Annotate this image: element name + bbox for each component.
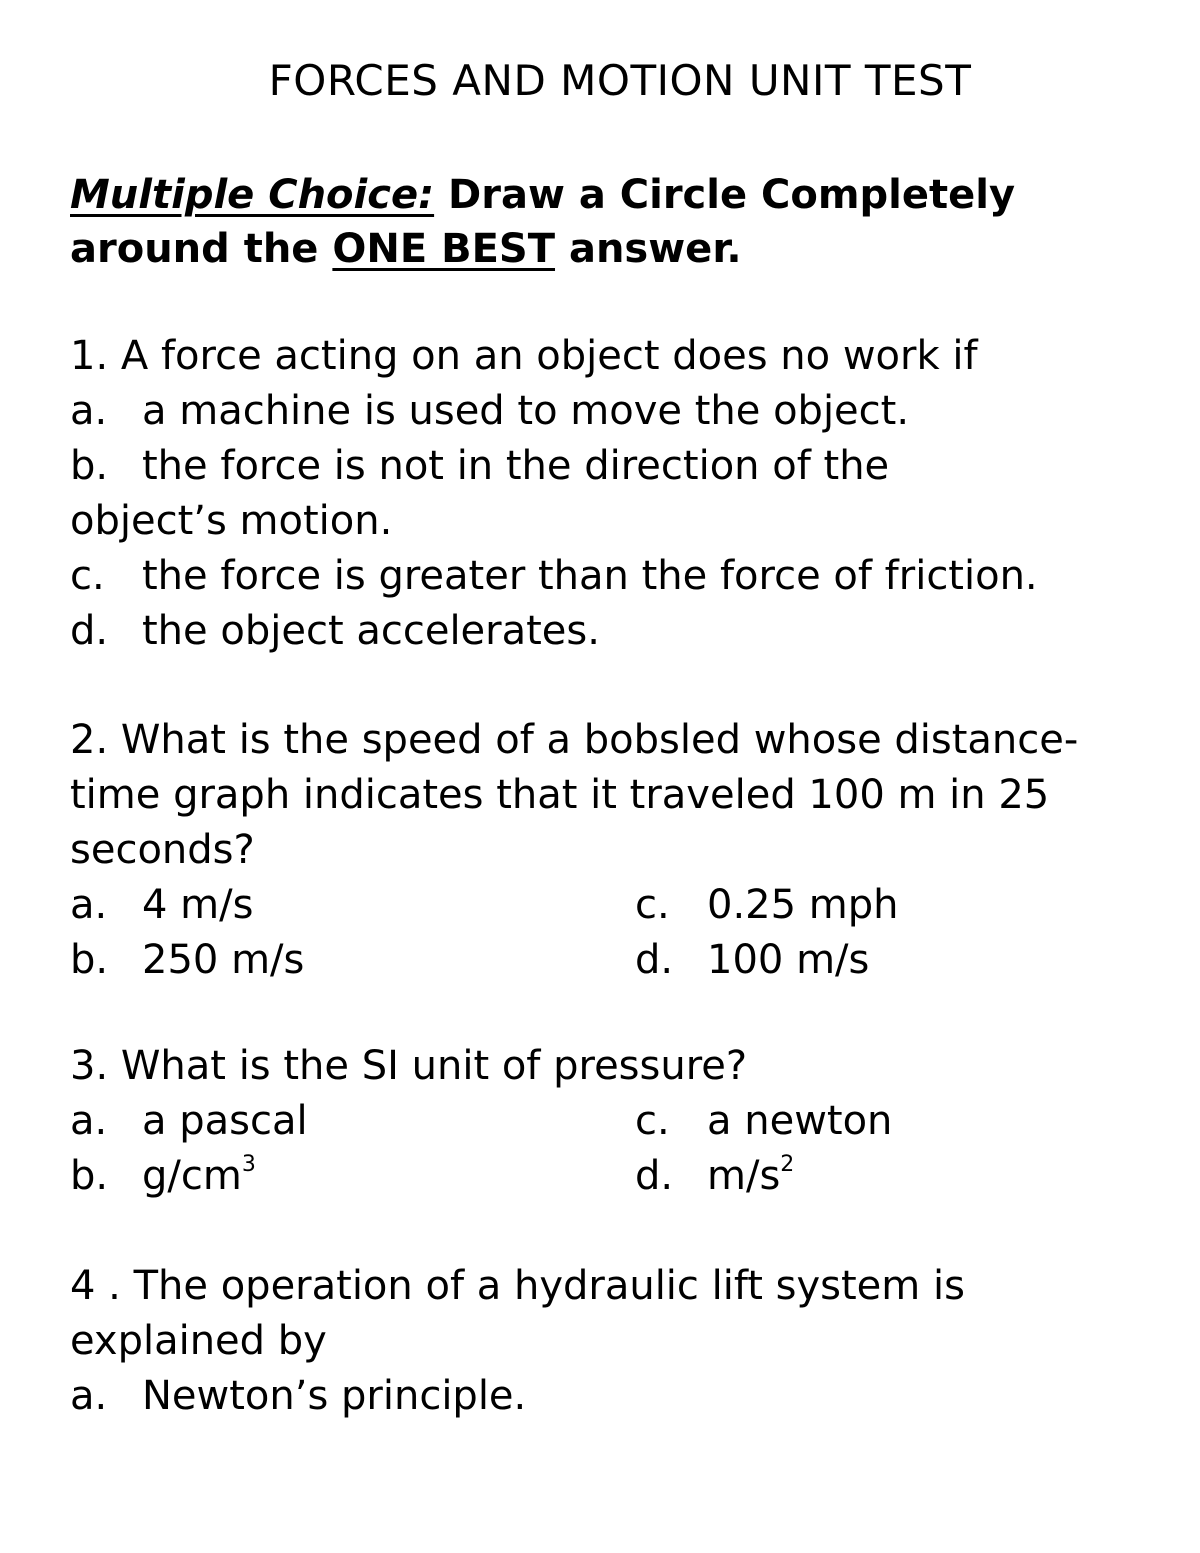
option-letter: c.: [635, 1098, 670, 1144]
superscript: 3: [241, 1151, 256, 1177]
option-text: the force is greater than the force of friction.: [142, 553, 1038, 599]
question-stem-line: time graph indicates that it traveled 100 m in 25: [70, 772, 1050, 818]
option-letter: c.: [635, 882, 670, 928]
option-text: 4 m/s: [142, 882, 254, 928]
question-stem-line: 4 . The operation of a hydraulic lift system is: [70, 1263, 965, 1309]
question-stem-line: 2. What is the speed of a bobsled whose distance-: [70, 717, 1079, 763]
option-letter: a.: [70, 1098, 108, 1144]
answer-option[interactable]: [70, 878, 635, 933]
answer-option[interactable]: [635, 933, 1135, 988]
option-text: the force is not in the direction of the: [142, 443, 890, 489]
option-text: 0.25 mph: [707, 882, 899, 928]
option-letter: b.: [70, 937, 109, 983]
question-stem: 3. What is the SI unit of pressure?: [70, 1043, 748, 1089]
question-stem-line: explained by: [70, 1318, 327, 1364]
option-letter: d.: [70, 608, 109, 654]
instructions-text: Draw a Circle Completely around the: [70, 172, 1016, 272]
question-2: [70, 713, 1160, 988]
instructions-text-end: answer.: [568, 226, 742, 272]
option-text: 250 m/s: [142, 937, 305, 983]
option-text: Newton’s principle.: [142, 1373, 527, 1419]
option-letter: d.: [635, 1153, 674, 1199]
question-4: [70, 1259, 1160, 1424]
instructions-emphasis: ONE BEST: [332, 226, 556, 272]
option-text: the object accelerates.: [142, 608, 600, 654]
answer-option[interactable]: [70, 1094, 635, 1149]
option-letter: a.: [70, 388, 108, 434]
option-text: a machine is used to move the object.: [142, 388, 910, 434]
option-text: a newton: [707, 1098, 893, 1144]
answer-option[interactable]: [70, 384, 1160, 439]
question-stem-line: seconds?: [70, 827, 255, 873]
option-letter: d.: [635, 937, 674, 983]
superscript: 2: [780, 1151, 795, 1177]
instructions-label: Multiple Choice:: [70, 172, 435, 218]
answer-option[interactable]: [635, 1149, 1135, 1204]
option-text: [142, 1149, 256, 1204]
option-letter: a.: [70, 1373, 108, 1419]
answer-option[interactable]: [70, 933, 635, 988]
option-text-continuation: object’s motion.: [70, 498, 393, 544]
answer-option[interactable]: [635, 1094, 1135, 1149]
answer-option[interactable]: [70, 1369, 1160, 1424]
answer-option[interactable]: [635, 878, 1135, 933]
option-text: [707, 1149, 794, 1204]
option-letter: b.: [70, 443, 109, 489]
option-text: 100 m/s: [707, 937, 870, 983]
option-letter: c.: [70, 553, 105, 599]
answer-option[interactable]: [70, 439, 1160, 494]
answer-option[interactable]: [70, 1149, 635, 1204]
question-stem: 1. A force acting on an object does no work if: [70, 333, 978, 379]
option-letter: b.: [70, 1153, 109, 1199]
answer-option[interactable]: [70, 549, 1160, 604]
option-letter: a.: [70, 882, 108, 928]
option-text-base: m/s: [707, 1153, 781, 1199]
page-title: FORCES AND MOTION UNIT TEST: [268, 56, 972, 105]
option-text: a pascal: [142, 1098, 308, 1144]
question-3: [70, 1039, 1160, 1204]
question-1: [70, 329, 1160, 659]
answer-option[interactable]: [70, 604, 1160, 659]
option-text-base: g/cm: [142, 1153, 242, 1199]
instructions: [70, 168, 1150, 276]
